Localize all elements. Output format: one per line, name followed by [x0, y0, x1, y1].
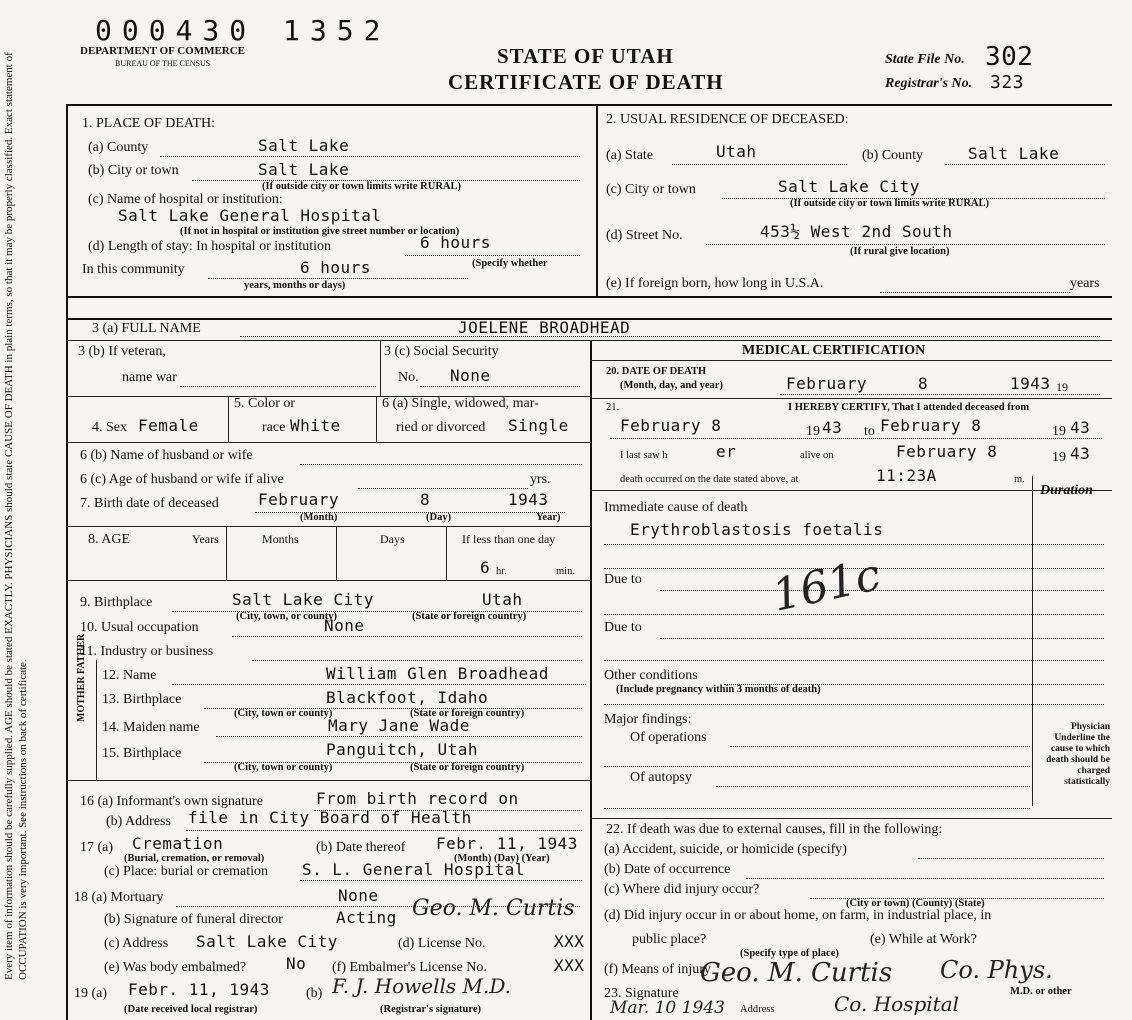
county-label: (a) County	[88, 140, 149, 155]
received-label: 19 (a)	[74, 986, 108, 1001]
embalmed-label: (e) Was body embalmed?	[104, 960, 247, 975]
stay-label: (d) Length of stay: In hospital or institution	[88, 239, 332, 254]
embalmer-license-label: (f) Embalmer's License No.	[332, 960, 487, 975]
county-value: Salt Lake	[258, 136, 350, 155]
due-to-1-label: Due to	[604, 572, 642, 587]
race-label: race	[262, 420, 286, 435]
duration-header: Duration	[1040, 483, 1093, 498]
community-label: In this community	[82, 262, 185, 277]
license-label: (d) License No.	[398, 936, 486, 951]
attended-from: February 8	[620, 416, 722, 435]
marital-value: Single	[508, 416, 569, 435]
birth-date-label: 7. Birth date of deceased	[80, 496, 219, 511]
burial-place: S. L. General Hospital	[302, 860, 525, 879]
md-other: M.D. or other	[1010, 986, 1072, 997]
years-months-note: years, months or days)	[244, 280, 346, 291]
other-conditions-label: Other conditions	[604, 668, 698, 683]
war-label: name war	[122, 370, 177, 385]
age-days-header: Days	[380, 532, 405, 546]
age-months-header: Months	[262, 532, 299, 546]
years-label: years	[1070, 276, 1100, 291]
funeral-director-label: (b) Signature of funeral director	[104, 912, 283, 927]
address-label: Address	[740, 1004, 775, 1015]
certificate-title: CERTIFICATE OF DEATH	[448, 70, 724, 94]
age-years-header: Years	[192, 532, 219, 546]
mortuary-value: None	[338, 886, 379, 905]
external-c: (c) Where did injury occur?	[604, 882, 760, 897]
city-label: (b) City or town	[88, 163, 179, 178]
father-name: William Glen Broadhead	[326, 664, 549, 683]
medical-heading: MEDICAL CERTIFICATION	[742, 343, 926, 358]
hospital-value: Salt Lake General Hospital	[118, 206, 382, 225]
state-file-number: 302	[985, 42, 1034, 72]
year-note: Year)	[536, 512, 561, 523]
birth-year: 1943	[508, 490, 549, 509]
alive-year: 43	[1070, 444, 1091, 463]
physician-address: Co. Hospital	[834, 992, 960, 1016]
registrar-signature: F. J. Howells M.D.	[332, 974, 512, 998]
informant-address-label: (b) Address	[106, 814, 171, 829]
street-value: 453½ West 2nd South	[760, 222, 953, 241]
dod-label: 20. DATE OF DEATH	[606, 366, 707, 377]
physician-title: Co. Phys.	[940, 956, 1053, 984]
autopsy-label: Of autopsy	[630, 770, 692, 785]
mother-father-vertical-label: MOTHER FATHER	[76, 633, 87, 722]
city-value: Salt Lake	[258, 160, 350, 179]
place-heading: 1. PLACE OF DEATH:	[82, 116, 216, 131]
last-saw-value: er	[716, 442, 737, 461]
serial-number: 000430 1352	[95, 14, 391, 47]
burial-date-note: (Month) (Day) (Year)	[454, 853, 550, 864]
day-note: (Day)	[426, 512, 452, 523]
month-note: (Month)	[300, 512, 338, 523]
father-bp-note-2: (State or foreign country)	[410, 708, 525, 719]
res-state-label: (a) State	[606, 148, 654, 163]
due-to-2-label: Due to	[604, 620, 642, 635]
department-line: DEPARTMENT OF COMMERCE	[80, 45, 246, 57]
residence-heading: 2. USUAL RESIDENCE OF DECEASED:	[606, 112, 849, 127]
attended-to: February 8	[880, 416, 982, 435]
physician-signature: Geo. M. Curtis	[700, 958, 893, 988]
city-note: (If outside city or town limits write RURAL)	[262, 181, 461, 192]
age-label: 8. AGE	[88, 532, 130, 547]
father-birthplace: Blackfoot, Idaho	[326, 688, 489, 707]
res-county-label: (b) County	[862, 148, 924, 163]
hospital-label: (c) Name of hospital or institution:	[88, 192, 283, 207]
birth-month: February	[258, 490, 340, 509]
external-a: (a) Accident, suicide, or homicide (specify)	[604, 842, 847, 857]
fd-address: Salt Lake City	[196, 932, 338, 951]
marital-label: 6 (a) Single, widowed, mar-	[382, 396, 539, 411]
operations-label: Of operations	[630, 730, 707, 745]
certify-text: I HEREBY CERTIFY, That I attended deceased from	[788, 402, 1030, 413]
birthplace-label: 9. Birthplace	[80, 595, 153, 610]
dod-year: 1943	[1010, 374, 1051, 393]
husband-age-label: 6 (c) Age of husband or wife if alive	[80, 472, 284, 487]
received-date: Febr. 11, 1943	[128, 980, 270, 999]
burial-place-label: (c) Place: burial or cremation	[104, 864, 269, 879]
res-city-label: (c) City or town	[606, 182, 696, 197]
dod-month: February	[786, 374, 868, 393]
physician-note: Physician Underline the cause to which death should be charged statistically	[1046, 722, 1110, 787]
industry-label: 11. Industry or business	[80, 644, 214, 659]
m-label: m.	[1014, 474, 1025, 485]
res-city-value: Salt Lake City	[778, 177, 920, 196]
dod-day: 8	[918, 374, 929, 393]
informant-value: From birth record on	[316, 789, 519, 808]
father-bp-label: 13. Birthplace	[102, 692, 182, 707]
embalmer-license-value: XXX	[554, 956, 585, 975]
foreign-label: (e) If foreign born, how long in U.S.A.	[606, 276, 824, 291]
instructions-margin-note: Every item of information should be carefully supplied. AGE should be stated EXACTLY. PHYSICIANS should state CAUSE OF DEATH in plain terms, so that it may be properly classified. Exact statement of OCCUPATION is very important. See instructions on back of certificate.	[3, 52, 29, 980]
immediate-cause-value: Erythroblastosis foetalis	[630, 520, 884, 539]
burial-label: 17 (a)	[80, 840, 114, 855]
bp-city-note: (City, town, or county)	[236, 611, 338, 622]
community-value: 6 hours	[300, 258, 371, 277]
alive-on-label: alive on	[800, 450, 834, 461]
father-bp-note-1: (City, town or county)	[234, 708, 333, 719]
signature-date: Mar. 10 1943	[610, 998, 725, 1018]
mother-bp-label: 15. Birthplace	[102, 746, 182, 761]
funeral-director-acting: Acting	[336, 908, 397, 927]
registrar-label: Registrar's No.	[885, 76, 973, 91]
res-county-value: Salt Lake	[968, 144, 1060, 163]
street-label: (d) Street No.	[606, 228, 683, 243]
funeral-director-signature: Geo. M. Curtis	[412, 896, 575, 921]
maiden-name-label: 14. Maiden name	[102, 720, 200, 735]
race-value: White	[290, 416, 341, 435]
specify-note: (Specify whether	[472, 258, 548, 269]
birth-city: Salt Lake City	[232, 590, 374, 609]
embalmed-value: No	[286, 954, 307, 973]
registrar-number: 323	[990, 72, 1025, 93]
veteran-label: 3 (b) If veteran,	[78, 344, 166, 359]
external-f: (f) Means of injury	[604, 962, 711, 977]
full-name-label: 3 (a) FULL NAME	[92, 321, 201, 336]
min-label: min.	[556, 566, 575, 577]
res-city-note: (If outside city or town limits write RURAL)	[790, 198, 989, 209]
to-year: 43	[1070, 418, 1091, 437]
external-d-2: public place?	[632, 932, 707, 947]
external-d-note: (Specify type of place)	[740, 948, 839, 959]
hr-label: hr.	[496, 566, 507, 577]
mother-bp-note-1: (City, town or county)	[234, 762, 333, 773]
hospital-note: (If not in hospital or institution give street number or location)	[180, 226, 460, 237]
burial-method-note: (Burial, cremation, or removal)	[124, 853, 265, 864]
husband-label: 6 (b) Name of husband or wife	[80, 448, 253, 463]
major-findings-label: Major findings:	[604, 712, 692, 727]
mother-birthplace: Panguitch, Utah	[326, 740, 478, 759]
external-heading: 22. If death was due to external causes, fill in the following:	[606, 822, 943, 837]
burial-date-label: (b) Date thereof	[316, 840, 406, 855]
external-d: (d) Did injury occur in or about home, on farm, in industrial place, in	[604, 908, 992, 923]
stay-value: 6 hours	[420, 233, 491, 252]
bureau-line: BUREAU OF THE CENSUS	[115, 59, 211, 68]
occurred-label: death occurred on the date stated above, at	[620, 474, 799, 485]
ss-value: None	[450, 366, 491, 385]
ss-label: 3 (c) Social Security	[384, 344, 499, 359]
informant-address: file in City Board of Health	[188, 808, 472, 827]
burial-method: Cremation	[132, 834, 224, 853]
occupation-value: None	[324, 616, 365, 635]
alive-date: February 8	[896, 442, 998, 461]
full-name-value: JOELENE BROADHEAD	[458, 318, 631, 337]
registrar-b-label: (b)	[306, 986, 323, 1001]
from-19: 19	[806, 424, 820, 439]
birth-state: Utah	[482, 590, 523, 609]
dod-note: (Month, day, and year)	[620, 380, 723, 391]
state-title: STATE OF UTAH	[497, 44, 674, 68]
street-note: (If rural give location)	[850, 246, 950, 257]
time-of-death: 11:23A	[876, 466, 937, 485]
certify-number: 21.	[606, 402, 620, 413]
burial-date: Febr. 11, 1943	[436, 834, 578, 853]
external-b: (b) Date of occurrence	[604, 862, 731, 877]
from-year: 43	[822, 418, 843, 437]
ss-no-label: No.	[398, 370, 419, 385]
license-value: XXX	[554, 932, 585, 951]
occupation-label: 10. Usual occupation	[80, 620, 199, 635]
birth-day: 8	[420, 490, 431, 509]
father-name-label: 12. Name	[102, 668, 157, 683]
marital-label-2: ried or divorced	[396, 420, 486, 435]
other-conditions-note: (Include pregnancy within 3 months of death)	[616, 684, 821, 695]
mortuary-label: 18 (a) Mortuary	[74, 890, 164, 905]
mother-bp-note-2: (State or foreign country)	[410, 762, 525, 773]
fd-address-label: (c) Address	[104, 936, 169, 951]
alive-19: 19	[1052, 450, 1066, 465]
external-e: (e) While at Work?	[870, 932, 977, 947]
age-hours: 6	[480, 558, 491, 577]
yrs-label: yrs.	[530, 472, 551, 487]
signature-label: 23. Signature	[604, 986, 679, 1001]
registrar-note: (Registrar's signature)	[380, 1004, 481, 1015]
mother-maiden-name: Mary Jane Wade	[328, 716, 470, 735]
to-19: 19	[1052, 424, 1066, 439]
received-note: (Date received local registrar)	[124, 1004, 258, 1015]
external-c-note: (City or town) (County) (State)	[846, 898, 985, 909]
bp-state-note: (State or foreign country)	[412, 611, 527, 622]
immediate-cause-label: Immediate cause of death	[604, 500, 748, 515]
state-file-label: State File No.	[885, 52, 965, 67]
less-than-day-header: If less than one day	[462, 532, 556, 546]
sex-value: Female	[138, 416, 199, 435]
sex-label: 4. Sex	[92, 420, 127, 435]
dod-19: 19	[1056, 380, 1068, 394]
cause-code: 161c	[767, 549, 885, 622]
informant-label: 16 (a) Informant's own signature	[80, 794, 263, 809]
color-label: 5. Color or	[234, 396, 296, 411]
to-label: to	[864, 424, 875, 439]
res-state-value: Utah	[716, 142, 757, 161]
last-saw-label: I last saw h	[620, 450, 668, 461]
